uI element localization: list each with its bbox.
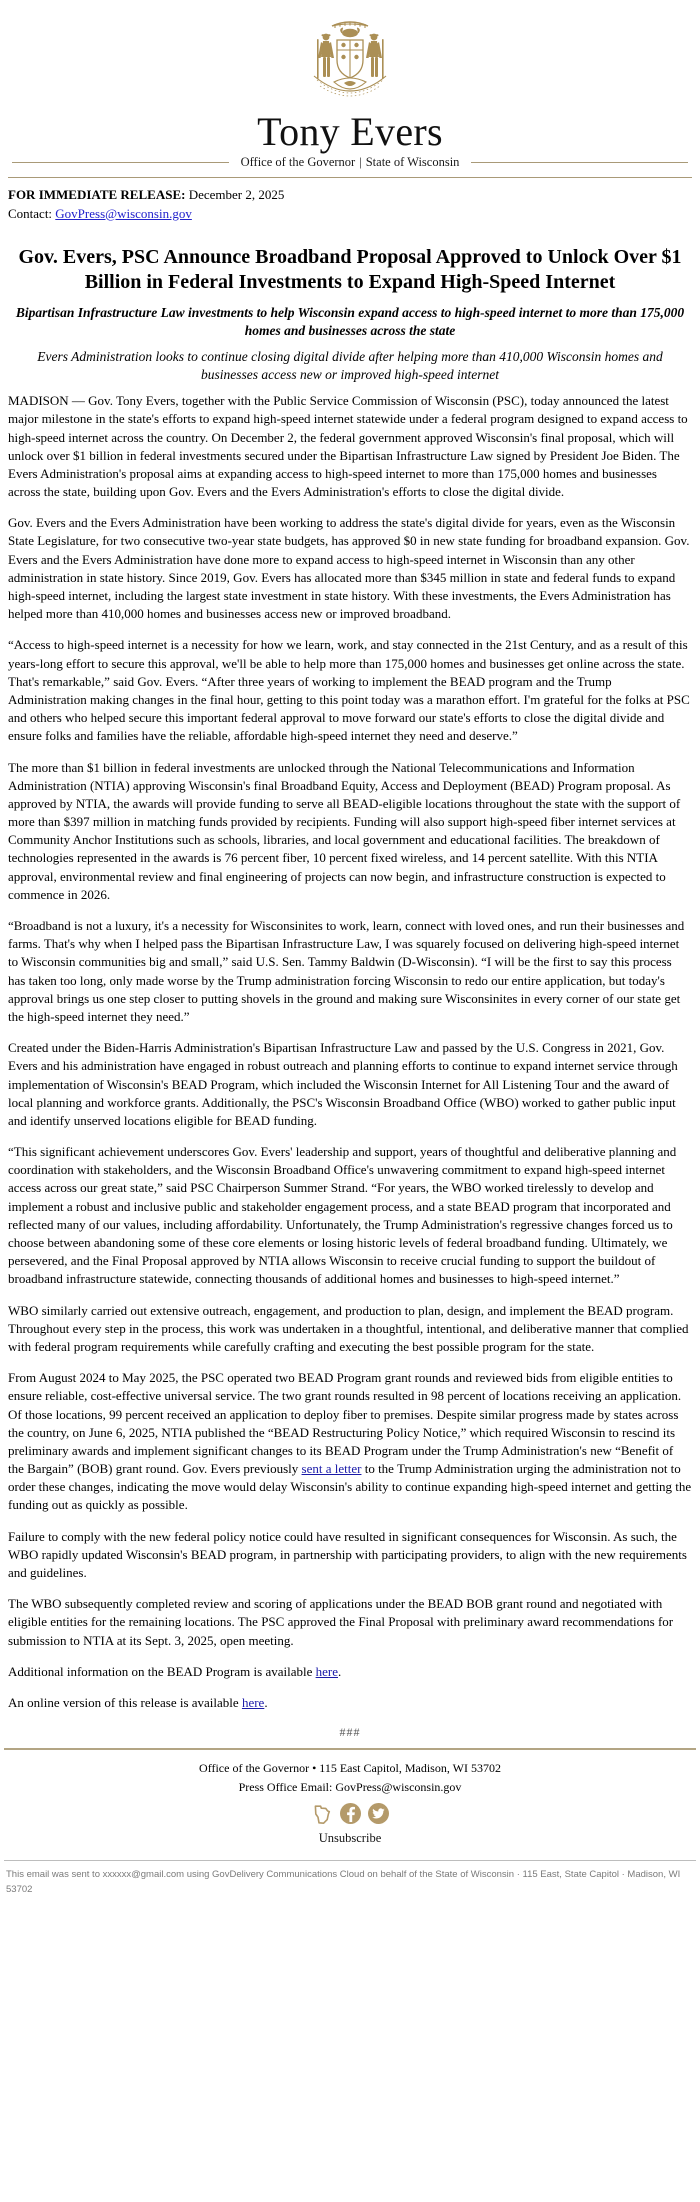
paragraph-text-after-link: to the Trump Administration urging the administration not to order these changes, indicating the move would delay Wisconsin's ability to continue expanding high-speed internet and getting the funding out as quickly as possible. xyxy=(8,1461,692,1513)
body-paragraph: “This significant achievement underscores Gov. Evers' leadership and support, years of thoughtful and deliberative planning and coordination with stakeholders, and the Wisconsin Broadband Office's unwavering commitment to expand high-speed internet access across our great state,” said PSC Chairperson Summer Strand. “For years, the WBO worked tirelessly to develop and implement a robust and inclusive public and stakeholder engagement process, and a state BEAD program that incorporated and reflected many of our values, including affordability. Unfortunately, the Trump Administration's regressive changes forced us to choose between abandoning some of these core elements or losing historic levels of federal broadband funding. Ultimately, we persevered, and the Final Proposal approved by NTIA allows Wisconsin to receive crucial funding to support the buildout of broadband infrastructure statewide, connecting thousands of additional homes and businesses to high-speed internet.” xyxy=(8,1144,677,1287)
twitter-icon[interactable] xyxy=(368,1803,389,1824)
body-paragraph: MADISON — Gov. Tony Evers, together with the Public Service Commission of Wisconsin (PSC), today announced the latest major milestone in the state's efforts to expand high-speed internet statewide under a federal program designed to expand access to high-speed internet across the country. On December 2, the federal government approved Wisconsin's final proposal, which will unlock over $1 billion in federal investments secured under the Bipartisan Infrastructure Law signed by President Joe Biden. The Evers Administration's proposal aims at expanding access to high-speed internet to more than 175,000 homes and businesses across the state, building upon Gov. Evers and the Evers Administration's efforts to close the digital divide. xyxy=(8,393,688,500)
release-body xyxy=(0,392,700,1712)
facebook-icon-circle xyxy=(340,1803,361,1824)
body-paragraph: The WBO subsequently completed review and scoring of applications under the BEAD BOB grant round and negotiated with eligible entities for the remaining locations. The PSC approved the Final Proposal with preliminary award recommendations for submission to NTIA at its Sept. 3, 2025, open meeting. xyxy=(8,1596,674,1648)
paragraph-text-before-link: From August 2024 to May 2025, the PSC operated two BEAD Program grant rounds and reviewed bids from eligible entities to ensure reliable, cost-effective universal service. The two grant rounds resulted in 98 percent of locations receiving an application. Of those locations, 99 percent received an application to deploy fiber to premises. Despite similar progress made by states across the country, on June 6, 2025, NTIA published the “BEAD Restructuring Policy Notice,” which required Wisconsin to rescind its preliminary awards and implement significant changes to its BEAD Program under the Trump Administration's new “Benefit of the Bargain” (BOB) grant round. Gov. Evers previously xyxy=(8,1370,682,1477)
rule-line-right xyxy=(471,162,688,163)
wisconsin-state-seal-icon xyxy=(304,14,396,114)
office-right: State of Wisconsin xyxy=(365,154,460,169)
paragraph-text-before-link: Additional information on the BEAD Program is available xyxy=(8,1663,316,1679)
rule-line-left xyxy=(12,162,229,163)
unsubscribe-link[interactable]: Unsubscribe xyxy=(318,1831,382,1846)
social-links xyxy=(8,1803,692,1824)
body-paragraph: “Broadband is not a luxury, it's a necessity for Wisconsinites to work, learn, connect with loved ones, and run their businesses and farms. That's why when I helped pass the Bipartisan Infrastructure Law, I was squarely focused on delivering high-speed internet to Wisconsin communities big and small,” said U.S. Sen. Tammy Baldwin (D-Wisconsin). “I will be the first to say this process has taken too long, only made worse by the Trump administration forcing Wisconsin to redo our entire application, but today's approval brings us one step closer to putting shovels in the ground and making sure Wisconsinites in every corner of our state get the high-speed internet they need.” xyxy=(8,918,685,1024)
legal-notice: This email was sent to xxxxxx@gmail.com using GovDelivery Communications Cloud on behalf of the State of Wisconsin · 115 East, State Capitol · Madison, WI 53702 xyxy=(6,1869,681,1895)
wisconsin-state-icon[interactable] xyxy=(312,1803,333,1824)
footer-press-email: Press Office Email: GovPress@wisconsin.gov xyxy=(238,1779,462,1794)
footer-address: Office of the Governor • 115 East Capitol, Madison, WI 53702 xyxy=(199,1761,501,1776)
page-title: Gov. Evers, PSC Announce Broadband Proposal Approved to Unlock Over $1 Billion in Federal Investments to Expand High-Speed Internet xyxy=(18,246,682,293)
bead-program-here-link[interactable]: here xyxy=(315,1663,338,1679)
contact-label: Contact: xyxy=(8,205,56,221)
office-left: Office of the Governor xyxy=(240,154,356,169)
office-divider: | xyxy=(359,154,362,169)
body-paragraph: Created under the Biden-Harris Administration's Bipartisan Infrastructure Law and passed by the U.S. Congress in 2021, Gov. Evers and his administration have engaged in robust outreach and planning efforts to continue to expand internet service through implementation of Wisconsin's BEAD Program, which included the Wisconsin Internet for All Listening Tour and the award of local planning and workforce grants. Additionally, the PSC's Wisconsin Broadband Office (WBO) worked to gather public input and identify unserved locations eligible for BEAD funding. xyxy=(8,1040,678,1128)
body-paragraph xyxy=(8,1369,692,1515)
end-of-release-mark: ### xyxy=(339,1725,361,1740)
twitter-icon-circle xyxy=(368,1803,389,1824)
body-paragraph: Failure to comply with the new federal policy notice could have resulted in significant consequences for Wisconsin. As such, the WBO rapidly updated Wisconsin's BEAD program, in partnership with participating providers, to align with the new requirements and guidelines. xyxy=(8,1528,687,1581)
body-paragraph: Gov. Evers and the Evers Administration have been working to address the state's digital divide for years, even as the Wisconsin State Legislature, for two consecutive two-year state budgets, has approved $0 in new state funding for broadband expansion. Gov. Evers and the Evers Administration have done more to expand access to high-speed internet in Wisconsin than any other administration in state history. Since 2019, Gov. Evers has allocated more than $345 million in state and federal funds to expand high-speed internet, including the largest state investment in state history. With these investments, the Evers Administration has helped more than 410,000 homes and businesses access new or improved broadband. xyxy=(8,515,690,622)
body-paragraph: WBO similarly carried out extensive outreach, engagement, and production to plan, design, and implement the BEAD program. Throughout every step in the process, this work was undertaken in a thoughtful, intentional, and deliberative manner that complied with federal program requirements while carefully crafting and executing the best possible program for the state. xyxy=(8,1302,689,1354)
body-paragraph xyxy=(8,1663,692,1681)
release-date-line xyxy=(8,186,692,205)
paragraph-text-before-link: An online version of this release is available xyxy=(8,1694,242,1710)
governor-name: Tony Evers xyxy=(257,109,443,154)
contact-email-link[interactable]: GovPress@wisconsin.gov xyxy=(55,205,192,221)
footer xyxy=(0,1750,700,1850)
paragraph-text-after-link: . xyxy=(264,1694,268,1710)
masthead xyxy=(0,0,700,178)
office-line xyxy=(239,155,462,170)
facebook-icon[interactable] xyxy=(340,1803,361,1824)
contact-line xyxy=(8,205,692,224)
release-label: FOR IMMEDIATE RELEASE: xyxy=(8,186,186,202)
release-date: December 2, 2025 xyxy=(185,186,285,202)
sent-a-letter-link[interactable]: sent a letter xyxy=(301,1461,362,1477)
unsubscribe-link-wrap xyxy=(8,1831,692,1846)
subheadline-bold: Bipartisan Infrastructure Law investments to help Wisconsin expand access to high-speed internet to more than 175,000 homes and businesses across the state xyxy=(15,305,685,339)
paragraph-text-after-link: . xyxy=(337,1663,342,1679)
body-paragraph: “Access to high-speed internet is a necessity for how we learn, work, and stay connected in the 21st Century, and as a result of this years-long effort to secure this approval, we'll be able to help more than 175,000 homes and businesses get online across the state. That's remarkable,” said Gov. Evers. “After three years of working to implement the BEAD program and the Trump Administration making changes in the final hour, getting to this point today was a marathon effort. I'm grateful for the folks at PSC and others who helped secure this important federal approval to move forward our state's efforts to close the digital divide and ensure folks and families have the reliable, affordable high-speed internet they need and deserve.” xyxy=(8,637,690,744)
body-paragraph: The more than $1 billion in federal investments are unlocked through the National Telecommunications and Information Administration (NTIA) approving Wisconsin's final Broadband Equity, Access and Deployment (BEAD) Program proposal. As approved by NTIA, the awards will provide funding to serve all BEAD-eligible locations throughout the state with the support of more than $397 million in matching funds provided by recipients. Funding will also support high-speed fiber internet services at Community Anchor Institutions such as schools, libraries, and local government and educational facilities. The breakdown of technologies represented in the awards is 76 percent fiber, 10 percent fixed wireless, and 14 percent satellite. With this NTIA approval, environmental review and final engineering of projects can now begin, and infrastructure construction is expected to commence in 2026. xyxy=(8,759,681,902)
online-version-here-link[interactable]: here xyxy=(241,1694,265,1710)
masthead-rule xyxy=(0,155,700,170)
body-paragraph xyxy=(8,1694,692,1712)
subheadline-italic: Evers Administration looks to continue closing digital divide after helping more than 410,000 Wisconsin homes and businesses access new or improved high-speed internet xyxy=(37,348,663,382)
release-meta xyxy=(0,178,700,224)
